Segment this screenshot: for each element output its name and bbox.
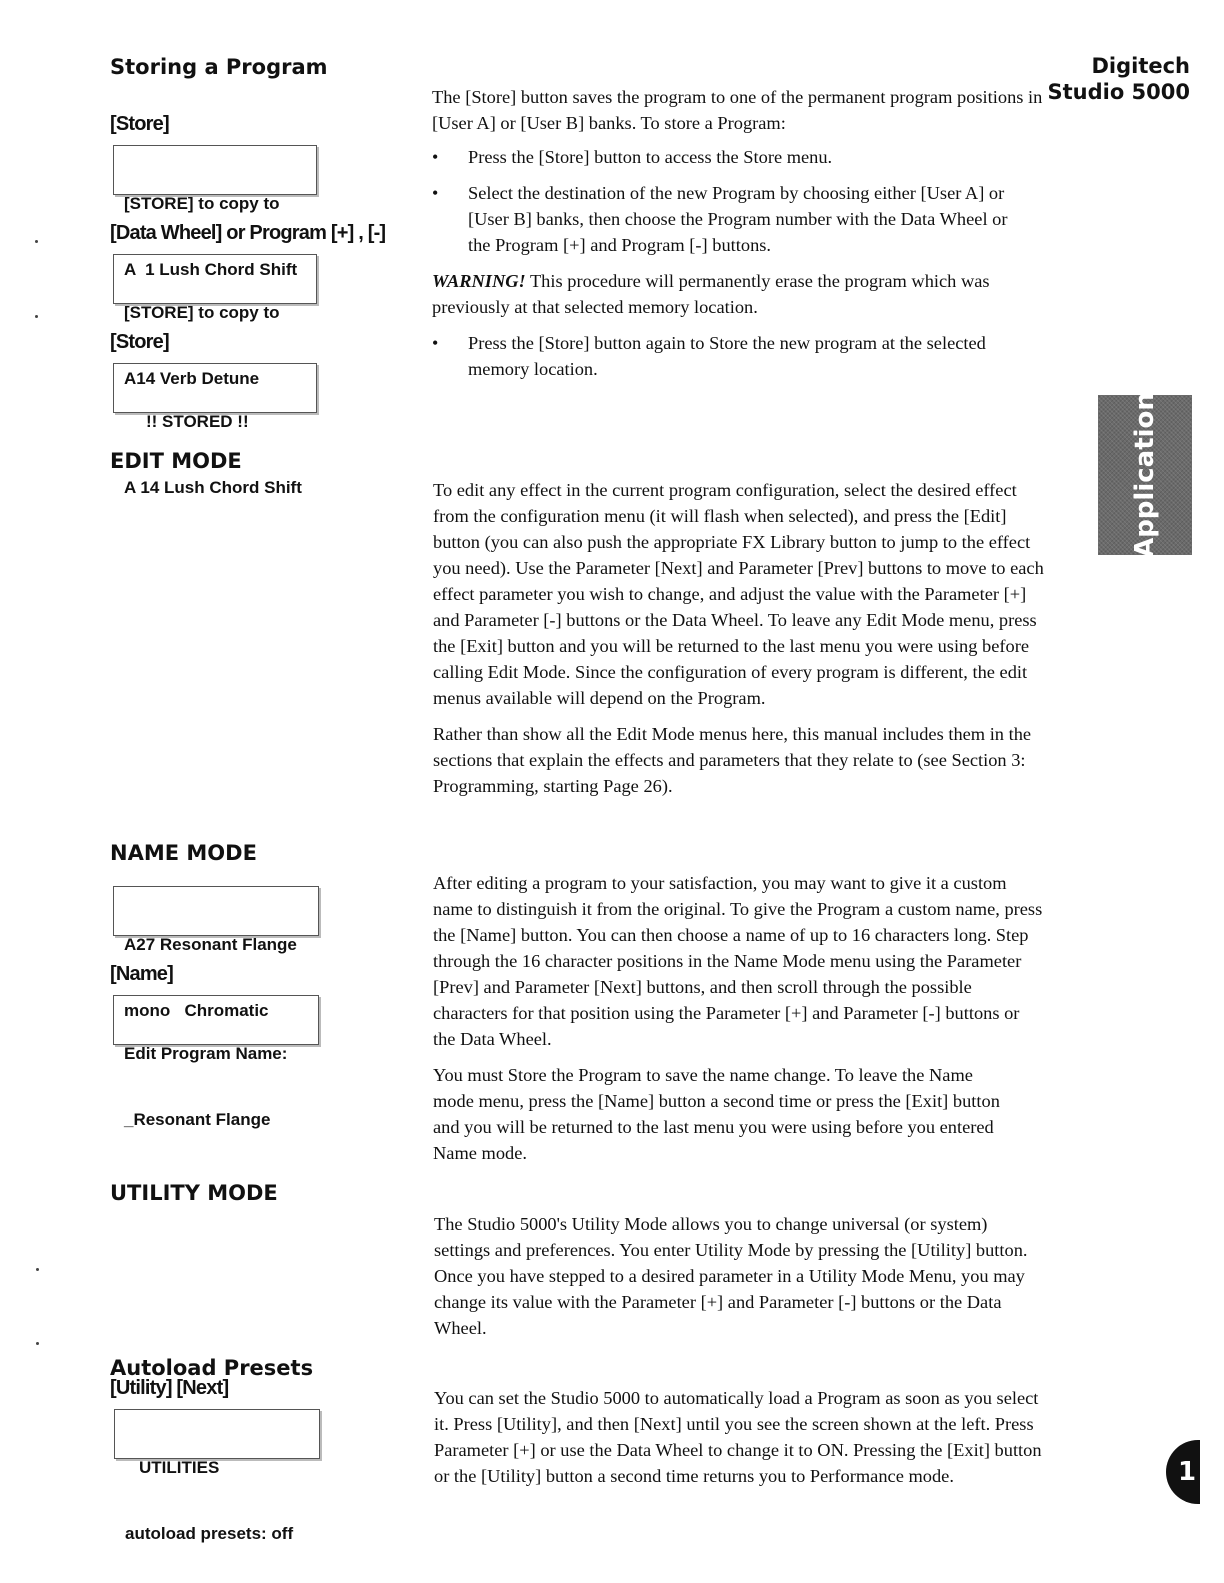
chapter-number: 1 bbox=[1177, 1457, 1197, 1487]
name-mode-para-1: After editing a program to your satisfaction, you may want to give it a custom name to distinguish it from the original. To give the Program a custom name, press the [Name] button. You can then choose a name of up to 16 characters long. Step through the 16 character positions in the Name Mode menu using the Parameter [Prev] and Parameter [Next] buttons, and then scroll through the possible characters for that position using the Parameter [+] and Parameter [-] buttons or the Data Wheel. bbox=[433, 873, 1043, 1049]
utility-next-cmd: [Utility] [Next] bbox=[110, 1377, 229, 1399]
lcd-line: A 1 Lush Chord Shift bbox=[124, 260, 298, 279]
lcd-line: A27 Resonant Flange bbox=[124, 935, 297, 954]
storing-body bbox=[432, 84, 1044, 382]
utility-mode-para: The Studio 5000's Utility Mode allows you to change universal (or system) settings and preferences. You enter Utility Mode by pressing the [Utility] button. Once you have stepped to a desired parameter in a Utility Mode Menu, you may change its value with the Parameter [+] and Parameter [-] buttons or the Data Wheel. bbox=[434, 1214, 1028, 1338]
utility-mode-title: UTILITY MODE bbox=[110, 1181, 278, 1205]
margin-speck bbox=[36, 1342, 39, 1345]
edit-mode-title: EDIT MODE bbox=[110, 449, 242, 473]
lcd-display-utilities bbox=[114, 1409, 320, 1543]
bullet-item bbox=[432, 330, 1044, 382]
lcd-line: autoload presets: off bbox=[125, 1524, 294, 1543]
lcd-line: _Resonant Flange bbox=[124, 1110, 271, 1129]
bullet-dot: • bbox=[432, 333, 439, 353]
lcd-line: A 14 Lush Chord Shift bbox=[124, 478, 302, 497]
name-mode-title: NAME MODE bbox=[110, 841, 257, 865]
lcd-display-name-2 bbox=[113, 995, 319, 1129]
autoload-title: Autoload Presets bbox=[110, 1356, 314, 1380]
autoload-para: You can set the Studio 5000 to automatically load a Program as soon as you select it. Press [Utility], and then [Next] until you see the screen shown at the left. Press Parameter [+] or use the Data Wheel to change it to ON. Pressing the [Exit] button or the [Utility] button a second time returns you to Performance mode. bbox=[434, 1388, 1042, 1486]
storing-intro: The [Store] button saves the program to one of the permanent program positions in [User A] or [User B] banks. To store a Program: bbox=[432, 87, 1043, 133]
lcd-line: [STORE] to copy to bbox=[124, 303, 280, 322]
lcd-line: A14 Verb Detune bbox=[124, 369, 260, 388]
chapter-marker bbox=[1166, 1440, 1200, 1504]
warning-label: WARNING! bbox=[432, 271, 526, 291]
warning-text: This procedure will permanently erase the program which was previously at that selected memory location. bbox=[432, 271, 990, 317]
name-mode-para-2: You must Store the Program to save the name change. To leave the Name mode menu, press the [Name] button a second time or press the [Exit] button and you will be returned to the last menu you were using before you entered Name mode. bbox=[433, 1065, 1000, 1163]
margin-speck bbox=[36, 1268, 39, 1271]
brand-header bbox=[1040, 53, 1190, 105]
name-mode-body bbox=[433, 870, 1045, 1166]
utility-mode-body bbox=[434, 1211, 1046, 1341]
lcd-line: mono Chromatic bbox=[124, 1001, 269, 1020]
bullet-text: Press the [Store] button to access the Store menu. bbox=[468, 147, 833, 167]
edit-mode-body bbox=[433, 477, 1045, 799]
store-cmd-1: [Store] bbox=[110, 113, 169, 135]
edit-mode-para-1: To edit any effect in the current program configuration, select the desired effect from the configuration menu (it will flash when selected), and press the [Edit] button (you can also push the appropriate FX Library button to jump to the effect you need). Use the Parameter [Next] and Parameter [Prev] buttons to move to each effect parameter you wish to change, and adjust the value with the Parameter [+] and Parameter [-] buttons or the Data Wheel. To leave any Edit Mode menu, press the [Exit] button and you will be returned to the last menu you were using before calling Edit Mode. Since the configuration of every program is different, the edit menus available will depend on the Program. bbox=[433, 480, 1044, 708]
lcd-line: [STORE] to copy to bbox=[124, 194, 280, 213]
brand-line-1: Digitech bbox=[1091, 54, 1190, 78]
bullet-dot: • bbox=[432, 183, 439, 203]
bullet-text: Press the [Store] button again to Store the new program at the selected memory location. bbox=[468, 333, 986, 379]
margin-speck bbox=[35, 240, 38, 243]
bullet-item bbox=[432, 180, 1044, 258]
bullet-dot: • bbox=[432, 147, 439, 167]
brand-line-2: Studio 5000 bbox=[1047, 80, 1190, 104]
section-tab-label: Application bbox=[1130, 392, 1160, 558]
store-cmd-2: [Store] bbox=[110, 331, 169, 353]
lcd-display-store-2 bbox=[113, 254, 317, 388]
storing-title: Storing a Program bbox=[110, 55, 328, 79]
lcd-line: !! STORED !! bbox=[146, 412, 249, 431]
margin-speck bbox=[35, 315, 38, 318]
lcd-line: UTILITIES bbox=[139, 1458, 220, 1477]
edit-mode-para-2: Rather than show all the Edit Mode menus here, this manual includes them in the sections that explain the effects and parameters that they relate to (see Section 3: Programming, starting Page 26). bbox=[433, 724, 1032, 796]
name-cmd: [Name] bbox=[110, 963, 173, 985]
warning-paragraph bbox=[432, 268, 1044, 320]
bullet-item bbox=[432, 144, 1044, 170]
lcd-line: Edit Program Name: bbox=[124, 1044, 288, 1063]
autoload-body bbox=[434, 1385, 1046, 1489]
data-wheel-cmd: [Data Wheel] or Program [+] , [-] bbox=[110, 222, 386, 244]
bullet-text: Select the destination of the new Program by choosing either [User A] or [User B] banks, then choose the Program number with the Data Wheel or the Program [+] and Program [-] buttons. bbox=[468, 183, 1008, 255]
section-tab bbox=[1098, 392, 1192, 558]
